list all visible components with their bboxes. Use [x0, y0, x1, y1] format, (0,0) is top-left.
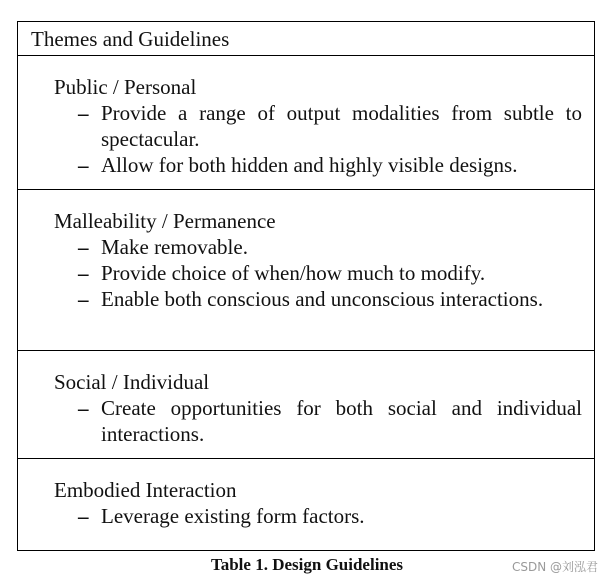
dash-bullet: –: [78, 101, 89, 125]
guideline-item: [54, 286, 582, 312]
guideline-text: Provide choice of when/how much to modify.: [101, 261, 486, 285]
guideline-item: [54, 395, 582, 447]
theme-title: Malleability / Permanence: [54, 209, 276, 233]
guideline-text: Provide a range of output modalities from subtle to spectacular.: [101, 101, 582, 151]
dash-bullet: –: [78, 504, 89, 528]
section-malleability-permanence: [18, 190, 594, 351]
guideline-text: Make removable.: [101, 235, 248, 259]
guideline-list: [54, 100, 582, 178]
guidelines-table: [17, 21, 595, 551]
guideline-list: [54, 395, 582, 447]
section-social-individual: [18, 351, 594, 459]
guideline-list: [54, 234, 582, 312]
section-embodied-interaction: [18, 459, 594, 550]
guideline-item: [54, 234, 582, 260]
guideline-item: [54, 260, 582, 286]
theme-title: Public / Personal: [54, 75, 197, 99]
guideline-list: [54, 503, 582, 529]
guideline-text: Create opportunities for both social and individual interactions.: [101, 396, 582, 446]
dash-bullet: –: [78, 287, 89, 311]
guideline-item: [54, 152, 582, 178]
guideline-item: [54, 100, 582, 152]
guideline-text: Allow for both hidden and highly visible designs.: [101, 153, 518, 177]
section-public-personal: [18, 56, 594, 190]
table-header: Themes and Guidelines: [18, 22, 594, 56]
dash-bullet: –: [78, 235, 89, 259]
table-caption: Table 1. Design Guidelines: [210, 555, 404, 574]
guideline-text: Enable both conscious and unconscious interactions.: [101, 287, 544, 311]
dash-bullet: –: [78, 396, 89, 420]
dash-bullet: –: [78, 153, 89, 177]
theme-title: Social / Individual: [54, 370, 210, 394]
watermark: CSDN @刘泓君: [511, 560, 598, 574]
guideline-text: Leverage existing form factors.: [101, 504, 365, 528]
theme-title: Embodied Interaction: [54, 478, 237, 502]
guideline-item: [54, 503, 582, 529]
dash-bullet: –: [78, 261, 89, 285]
